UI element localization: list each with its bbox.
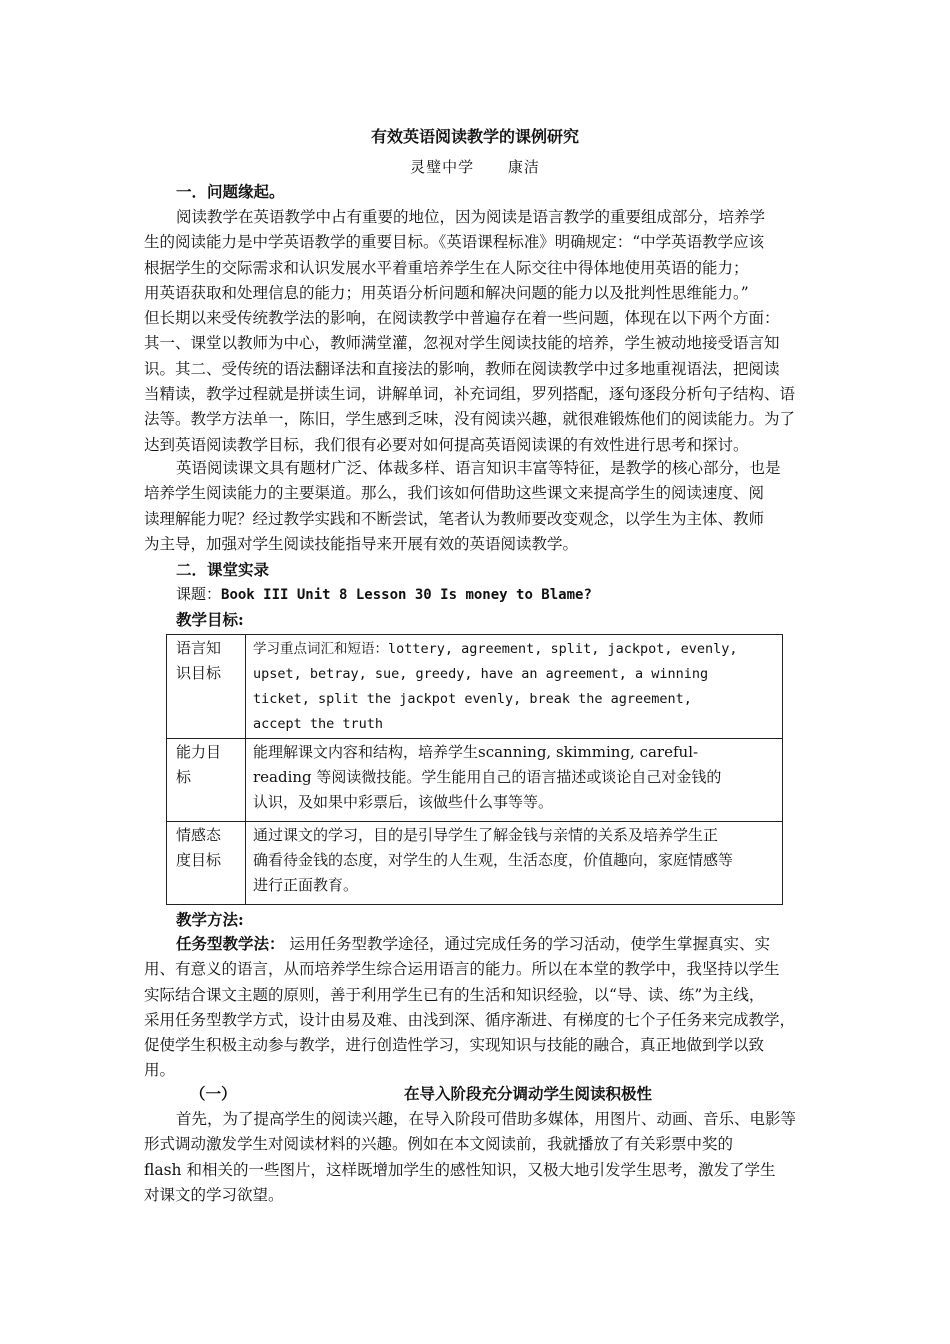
text-line: 任务型教学法： 运用任务型教学途径，通过完成任务的学习活动，使学生掌握真实、实 [176,934,770,953]
text-line: 培养学生阅读能力的主要渠道。那么，我们该如何借助这些课文来提高学生的阅读速度、阅 [144,484,765,503]
author-line [0,156,950,177]
text-line: flash 和相关的一些图片，这样既增加学生的感性知识，又极大地引发学生思考，激发了学生 [144,1160,776,1179]
text-line: 阅读教学在英语教学中占有重要的地位，因为阅读是语言教学的重要组成部分，培养学 [176,208,766,226]
table-row [167,739,783,822]
methods-lead: 任务型教学法： [176,934,285,953]
text-line: 促使学生积极主动参与教学，进行创造性学习，实现知识与技能的融合，真正地做到学以致 [144,1036,765,1055]
goals-heading: 教学目标: [176,610,244,629]
subsection-number: （一） [190,1084,237,1103]
text-line: 采用任务型教学方式，设计由易及难、由浅到深、循序渐进、有梯度的七个子任务来完成教学， [144,1010,796,1029]
goal-content: 学习重点词汇和短语：lottery, agreement, split, jackpot, evenly, upset, betray, sue, greedy, have an agreement, a winning ticket, split the jackpot evenly, break the agreement, accept the truth [246,635,783,739]
lesson-topic [176,583,592,604]
intro-stage-paragraph [144,1107,814,1208]
text-line: 为主导，加强对学生阅读技能指导来开展有效的英语阅读教学。 [144,534,579,553]
text-line: 用。 [144,1061,176,1080]
teaching-goals-table [166,634,783,905]
text-line: 首先，为了提高学生的阅读兴趣，在导入阶段可借助多媒体，用图片、动画、音乐、电影等 [176,1110,797,1128]
table-row [167,822,783,905]
author-school: 灵璧中学 [410,158,475,176]
text-line: 实际结合课文主题的原则，善于利用学生已有的生活和知识经验，以“导、读、练”为主线， [144,985,765,1004]
topic-value: Book III Unit 8 Lesson 30 Is money to Blame? [221,587,592,603]
text-line: 用、有意义的语言，从而培养学生综合运用语言的能力。所以在本堂的教学中，我坚持以学生 [144,960,780,979]
text-line: 识。其二、受传统的语法翻译法和直接法的影响，教师在阅读教学中过多地重视语法，把阅读 [144,359,780,378]
section2-heading: 二．课堂实录 [176,560,270,579]
text-line: 生的阅读能力是中学英语教学的重要目标。《英语课程标准》明确规定：“中学英语教学应该 [144,233,765,252]
table-row [167,635,783,739]
text-line: 达到英语阅读教学目标，我们很有必要对如何提高英语阅读课的有效性进行思考和探讨。 [144,435,749,454]
text-line: 但长期以来受传统教学法的影响，在阅读教学中普遍存在着一些问题，体现在以下两个方面： [144,309,780,328]
text-line: 根据学生的交际需求和认识发展水平着重培养学生在人际交往中得体地使用英语的能力； [144,258,749,277]
subsection-title: 在导入阶段充分调动学生阅读积极性 [404,1084,653,1103]
text-line: 其一、课堂以教师为中心，教师满堂灌，忽视对学生阅读技能的培养，学生被动地接受语言知 [144,334,780,353]
text-line: 当精读，教学过程就是拼读生词，讲解单词，补充词组，罗列搭配，逐句逐段分析句子结构、语 [144,385,796,404]
section1-paragraph-1 [144,205,814,458]
methods-heading: 教学方法: [176,910,244,929]
section1-paragraph-2 [144,456,814,557]
document-title: 有效英语阅读教学的课例研究 [370,127,579,146]
topic-label: 课题： [176,585,222,603]
text-line: 读理解能力呢？经过教学实践和不断尝试，笔者认为教师要改变观念，以学生为主体、教师 [144,509,765,528]
section1-heading: 一．问题缘起。 [176,182,285,201]
methods-paragraph [144,931,814,1084]
goal-label: 能力目 标 [167,739,246,822]
text-line: 用英语获取和处理信息的能力；用英语分析问题和解决问题的能力以及批判性思维能力。” [144,283,749,302]
text-line: 英语阅读课文具有题材广泛、体裁多样、语言知识丰富等特征，是教学的核心部分，也是 [176,459,781,477]
text-line: 形式调动激发学生对阅读材料的兴趣。例如在本文阅读前，我就播放了有关彩票中奖的 [144,1135,734,1154]
goal-label: 情感态 度目标 [167,822,246,905]
goal-label: 语言知 识目标 [167,635,246,739]
text-line: 法等。教学方法单一，陈旧，学生感到乏味，没有阅读兴趣，就很难锻炼他们的阅读能力。为了 [144,410,796,429]
goal-content: 能理解课文内容和结构，培养学生scanning, skimming, careful- reading 等阅读微技能。学生能用自己的语言描述或谈论自己对金钱的 认识，及如果中彩票后，该做些什么事等等。 [246,739,783,822]
goal-content: 通过课文的学习，目的是引导学生了解金钱与亲情的关系及培养学生正 确看待金钱的态度，对学生的人生观，生活态度，价值趣向，家庭情感等 进行正面教育。 [246,822,783,905]
author-name: 康洁 [507,158,540,176]
text-line: 对课文的学习欲望。 [144,1185,284,1204]
